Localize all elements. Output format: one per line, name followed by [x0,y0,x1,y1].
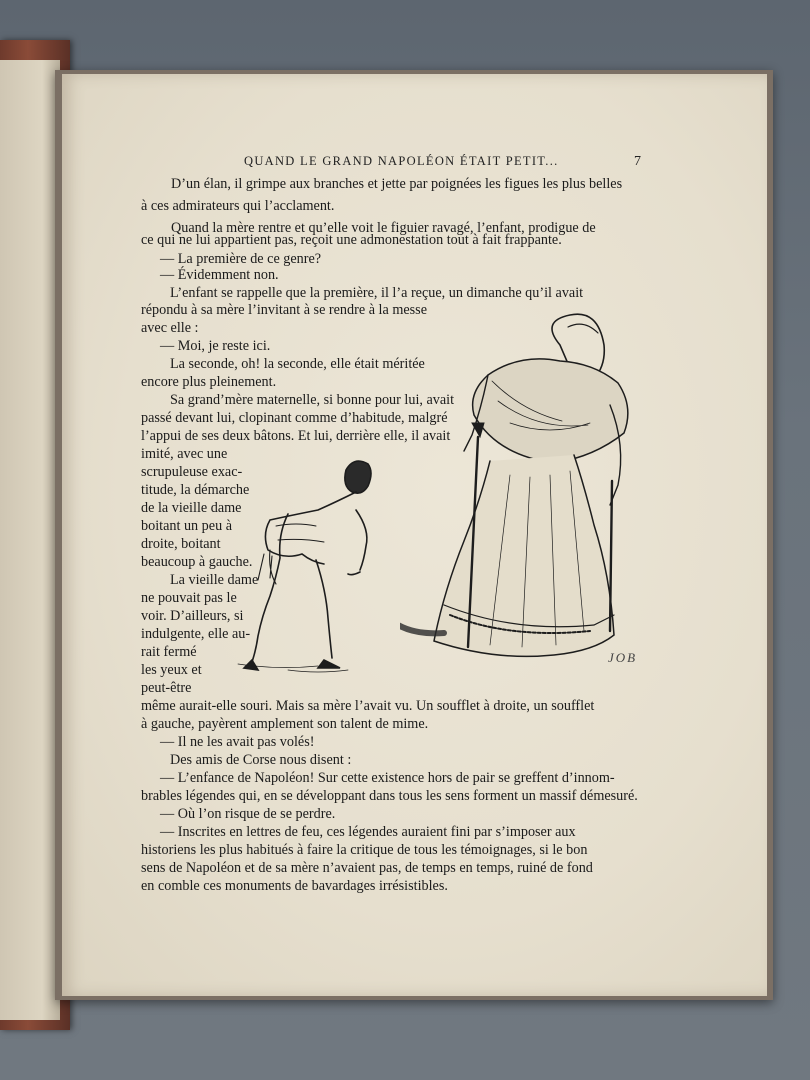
text-line: l’appui de ses deux bâtons. Et lui, derrière elle, il avait [141,428,451,444]
text-line: peut-être [141,680,192,696]
text-line: La vieille dame [170,572,259,588]
text-line: encore plus pleinement. [141,374,277,390]
text-line: en comble ces monuments de bavardages irrésistibles. [141,878,448,894]
text-line: — L’enfance de Napoléon! Sur cette existence hors de pair se greffent d’innom- [160,770,615,786]
text-line: — Il ne les avait pas volés! [160,734,315,750]
text-line: — Inscrites en lettres de feu, ces légendes auraient fini par s’imposer aux [160,824,576,840]
text-line: titude, la démarche [141,482,250,498]
text-line: sens de Napoléon et de sa mère n’avaient pas, de temps en temps, ruiné de fond [141,860,593,876]
text-line: Sa grand’mère maternelle, si bonne pour lui, avait [170,392,455,408]
text-line: historiens les plus habitués à faire la critique de tous les témoignages, si le bon [141,842,588,858]
text-line: boitant un peu à [141,518,233,534]
text-line: — Moi, je reste ici. [160,338,271,354]
illustration-boy [228,450,388,680]
text-line: répondu à sa mère l’invitant à se rendre à la messe [141,302,427,318]
running-title: QUAND LE GRAND NAPOLÉON ÉTAIT PETIT... [244,154,559,168]
text-line: — La première de ce genre? [160,251,322,267]
text-line: indulgente, elle au- [141,626,251,642]
illustration-grandmother [400,305,630,665]
text-line: avec elle : [141,320,199,336]
text-line: beaucoup à gauche. [141,554,253,570]
text-line: — Où l’on risque de se perdre. [160,806,336,822]
illustrator-signature: JOB [608,650,638,665]
text-line: D’un élan, il grimpe aux branches et jette par poignées les figues les plus belles [171,176,623,192]
text-line: scrupuleuse exac- [141,464,243,480]
page-number: 7 [634,154,641,169]
text-line: brables légendes qui, en se développant dans tous les sens forment un massif démesuré. [141,788,638,804]
text-line: ce qui ne lui appartient pas, reçoit une admonestation tout à fait frappante. [141,232,562,248]
text-line: de la vieille dame [141,500,242,516]
text-line: ne pouvait pas le [141,590,237,606]
previous-pages-edge [0,60,60,1020]
text-line: voir. D’ailleurs, si [141,608,244,624]
text-line: droite, boitant [141,536,221,552]
text-line: à gauche, payèrent amplement son talent de mime. [141,716,429,732]
text-line: Des amis de Corse nous disent : [170,752,352,768]
text-line: La seconde, oh! la seconde, elle était méritée [170,356,425,372]
text-line: L’enfant se rappelle que la première, il l’a reçue, un dimanche qu’il avait [170,285,584,301]
text-line: les yeux et [141,662,202,678]
text-line: passé devant lui, clopinant comme d’habitude, malgré [141,410,448,426]
text-line: — Évidemment non. [160,267,279,283]
text-line: même aurait-elle souri. Mais sa mère l’avait vu. Un soufflet à droite, un soufflet [141,698,595,714]
text-line: rait fermé [141,644,197,660]
text-line: Quand la mère rentre et qu’elle voit le figuier ravagé, l’enfant, prodigue de [171,220,596,236]
text-line: imité, avec une [141,446,228,462]
text-line: à ces admirateurs qui l’acclament. [141,198,335,214]
